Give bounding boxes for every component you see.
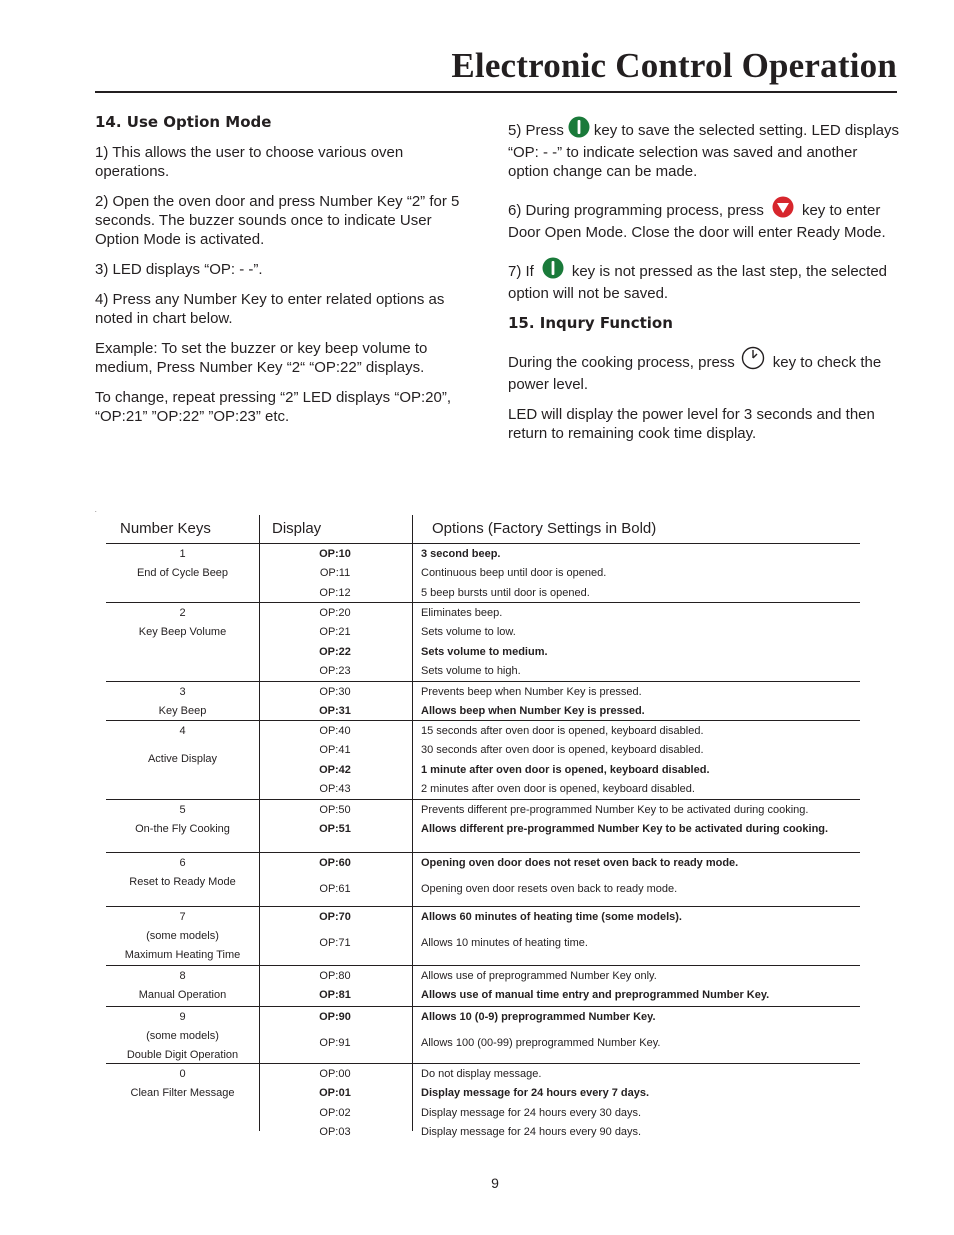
option-description: Eliminates beep. [421, 607, 503, 619]
option-description: Continuous beep until door is opened. [421, 567, 607, 580]
display-code: OP:03 [319, 1125, 351, 1138]
option-description: 5 beep bursts until door is opened. [421, 586, 590, 599]
paragraph [508, 196, 900, 242]
option-name: Maximum Heating Time [124, 949, 241, 961]
option-description: Prevents different pre-programmed Number Key to be activated during cooking. [421, 804, 809, 816]
option-description: Allows 60 minutes of heating time (some models). [421, 911, 682, 923]
paragraph: LED will display the power level for 3 seconds and then return to remaining cook time display. [508, 406, 875, 442]
display-code: OP:60 [319, 857, 351, 869]
table-body [106, 544, 860, 1142]
display-code: OP:51 [319, 823, 351, 835]
number-key: 1 [179, 548, 186, 560]
display-code: OP:12 [319, 586, 351, 599]
display-code: OP:41 [319, 744, 351, 757]
display-code: OP:20 [319, 607, 351, 619]
option-name: Clean Filter Message [130, 1087, 235, 1099]
left-column [95, 113, 475, 426]
option-description: Allows beep when Number Key is pressed. [421, 705, 645, 718]
title-divider [95, 91, 897, 93]
display-code: OP:71 [319, 937, 351, 949]
option-group [106, 966, 860, 1007]
power-level-clock-icon [741, 346, 765, 375]
model-note: (some models) [146, 1030, 219, 1042]
display-code: OP:10 [319, 548, 351, 560]
option-description: Opening oven door does not reset oven back to ready mode. [421, 857, 739, 869]
option-group [106, 800, 860, 853]
text: 5) Press [508, 122, 564, 139]
display-code: OP:31 [319, 705, 351, 718]
option-description: Do not display message. [421, 1068, 542, 1080]
header-display: Display [272, 520, 322, 537]
paragraph: Example: To set the buzzer or key beep volume to medium, Press Number Key “2“ “OP:22” displays. [95, 340, 428, 376]
stop-key-icon [772, 196, 794, 223]
option-description: Sets volume to medium. [421, 645, 548, 658]
text: key is not pressed as the last step, the selected option will not be saved. [508, 263, 888, 302]
display-code: OP:22 [319, 645, 351, 658]
text: 7) If [508, 263, 534, 280]
display-code: OP:42 [319, 763, 351, 776]
paragraph [508, 257, 900, 303]
option-description: Sets volume to high. [421, 664, 521, 677]
start-key-icon [568, 116, 590, 143]
option-description: 30 seconds after oven door is opened, keyboard disabled. [421, 744, 704, 757]
display-code: OP:30 [319, 686, 351, 698]
number-key: 2 [179, 607, 186, 619]
number-key: 3 [179, 686, 186, 698]
option-description: Display message for 24 hours every 7 days. [421, 1087, 650, 1100]
option-name: On-the Fly Cooking [135, 823, 230, 835]
start-key-icon [542, 257, 564, 284]
option-description: Prevents beep when Number Key is pressed. [421, 686, 642, 698]
paragraph: 4) Press any Number Key to enter related options as noted in chart below. [95, 291, 445, 327]
number-key: 8 [179, 970, 186, 982]
option-description: 2 minutes after oven door is opened, keyboard disabled. [421, 782, 695, 795]
paragraph: 1) This allows the user to choose various oven operations. [95, 144, 404, 180]
model-note: (some models) [146, 930, 219, 942]
page-number: 9 [491, 1175, 499, 1191]
option-description: Display message for 24 hours every 30 days. [421, 1106, 642, 1119]
option-name: Double Digit Operation [126, 1049, 239, 1061]
option-name: Active Display [147, 753, 218, 765]
option-name: Reset to Ready Mode [129, 876, 236, 888]
option-name: Key Beep Volume [138, 626, 227, 638]
paragraph: 2) Open the oven door and press Number Key “2” for 5 seconds. The buzzer sounds once to indicate User Option Mode is activated. [95, 193, 460, 248]
display-code: OP:43 [319, 782, 351, 795]
right-column [508, 116, 900, 443]
paragraph: 3) LED displays “OP: - -”. [95, 261, 263, 278]
option-name: End of Cycle Beep [136, 567, 229, 579]
option-name: Key Beep [158, 705, 207, 717]
display-code: OP:50 [319, 804, 351, 816]
number-key: 4 [179, 725, 186, 737]
paragraph: To change, repeat pressing “2” LED displays “OP:20”, “OP:21” ”OP:22” ”OP:23” etc. [95, 389, 452, 425]
option-description: Allows use of manual time entry and preprogrammed Number Key. [421, 989, 770, 1002]
display-code: OP:23 [319, 664, 351, 677]
option-description: Allows 10 (0-9) preprogrammed Number Key. [421, 1011, 656, 1023]
number-key: 7 [179, 911, 186, 923]
option-description: Allows different pre-programmed Number Key to be activated during cooking. [421, 823, 829, 835]
header-options: Options (Factory Settings in Bold) [432, 520, 657, 537]
option-description: 15 seconds after oven door is opened, keyboard disabled. [421, 725, 704, 737]
display-code: OP:90 [319, 1011, 351, 1023]
option-description: Display message for 24 hours every 90 days. [421, 1125, 642, 1138]
option-group [106, 544, 860, 603]
display-code: OP:21 [319, 626, 351, 639]
display-code: OP:61 [319, 883, 351, 895]
option-description: 3 second beep. [421, 548, 501, 560]
display-code: OP:80 [319, 970, 351, 982]
display-code: OP:11 [319, 567, 351, 580]
stray-mark: . [95, 508, 97, 514]
number-key: 5 [179, 804, 186, 816]
paragraph [508, 116, 900, 181]
display-code: OP:70 [319, 911, 351, 923]
display-code: OP:01 [319, 1087, 351, 1100]
option-group [106, 1064, 860, 1142]
number-key: 9 [179, 1011, 186, 1023]
page-title: Electronic Control Operation [451, 46, 897, 85]
table-header [106, 515, 860, 544]
option-description: Allows use of preprogrammed Number Key only. [421, 970, 657, 982]
option-description: Sets volume to low. [421, 626, 516, 639]
display-code: OP:00 [319, 1068, 351, 1080]
text: 6) During programming process, press [508, 202, 764, 219]
option-description: Opening oven door resets oven back to ready mode. [421, 883, 678, 895]
number-key: 6 [179, 857, 186, 869]
option-description: Allows 10 minutes of heating time. [421, 937, 588, 949]
option-group [106, 853, 860, 907]
header-number-keys: Number Keys [120, 520, 211, 537]
section-heading-option-mode: 14. Use Option Mode [95, 113, 272, 131]
option-description: Allows 100 (00-99) preprogrammed Number Key. [421, 1037, 661, 1049]
option-group [106, 1007, 860, 1064]
display-code: OP:40 [319, 725, 351, 737]
number-key: 0 [179, 1068, 186, 1080]
text: key to check the power level. [508, 354, 882, 393]
option-group [106, 682, 860, 721]
option-name: Manual Operation [138, 989, 227, 1001]
display-code: OP:91 [319, 1037, 351, 1049]
section-heading-inquiry: 15. Inqury Function [508, 314, 673, 332]
option-group [106, 907, 860, 966]
paragraph [508, 346, 900, 394]
options-table [106, 515, 860, 1142]
display-code: OP:81 [319, 989, 351, 1002]
text: key to enter Door Open Mode. Close the door will enter Ready Mode. [508, 202, 886, 241]
option-group [106, 721, 860, 800]
option-description: 1 minute after oven door is opened, keyboard disabled. [421, 763, 710, 776]
text: key to save the selected setting. LED displays “OP: - -” to indicate selection was saved and another option change can be made. [508, 122, 900, 180]
display-code: OP:02 [319, 1106, 351, 1119]
text: During the cooking process, press [508, 354, 735, 371]
option-group [106, 603, 860, 682]
